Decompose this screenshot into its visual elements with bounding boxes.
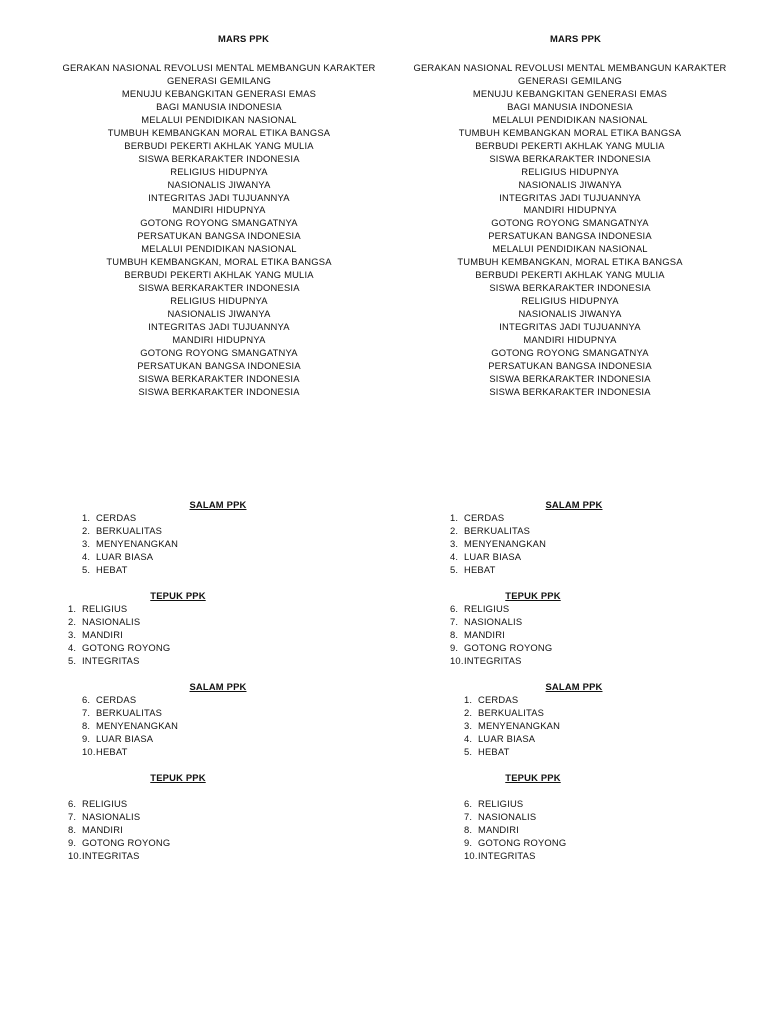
list-item	[82, 511, 178, 524]
tepuk-title: TEPUK PPK	[150, 590, 206, 601]
list-number: 5.	[450, 564, 459, 576]
lyric-line: MELALUI PENDIDIKAN NASIONAL	[141, 113, 297, 125]
list-text: NASIONALIS	[464, 616, 523, 628]
list-item	[450, 641, 552, 654]
list-text: RELIGIUS	[478, 798, 524, 809]
salam-list-right	[450, 511, 546, 576]
list-number: 4.	[464, 733, 473, 745]
list-item	[68, 823, 170, 836]
list-text: MENYENANGKAN	[96, 538, 179, 550]
list-number: 4.	[68, 642, 77, 654]
list-text: CERDAS	[96, 694, 137, 705]
lyric-line: RELIGIUS HIDUPNYA	[170, 165, 268, 177]
list-text: NASIONALIS	[478, 811, 537, 823]
list-text: RELIGIUS	[82, 603, 128, 614]
list-text: LUAR BIASA	[464, 551, 522, 563]
list-text: CERDAS	[464, 512, 505, 523]
list-text: BERKUALITAS	[478, 707, 545, 719]
list-text: LUAR BIASA	[478, 733, 536, 745]
list-text: CERDAS	[96, 512, 137, 523]
list-text: NASIONALIS	[82, 811, 141, 823]
list-number: 1.	[464, 694, 473, 705]
list-item	[68, 810, 170, 823]
lyric-line: GERAKAN NASIONAL REVOLUSI MENTAL MEMBANGUN KARAKTER	[413, 62, 727, 73]
list-number: 3.	[82, 538, 91, 550]
list-text: HEBAT	[96, 564, 128, 576]
list-item	[82, 745, 178, 758]
list-number: 2.	[82, 525, 91, 537]
mars-title-text: MARS PPK	[218, 33, 270, 44]
lyric-line: GERAKAN NASIONAL REVOLUSI MENTAL MEMBANGUN KARAKTER	[62, 62, 376, 73]
list-item	[464, 797, 566, 810]
lyric-line: BAGI MANUSIA INDONESIA	[507, 100, 633, 112]
list-item	[464, 693, 560, 706]
tepuk-title-2: TEPUK PPK	[150, 772, 206, 783]
salam-list-right-2	[464, 693, 560, 758]
list-number: 4.	[82, 551, 91, 563]
list-number: 9.	[68, 837, 77, 849]
list-text: RELIGIUS	[82, 798, 128, 809]
list-number: 5.	[464, 746, 473, 758]
list-text: MANDIRI	[464, 629, 505, 641]
list-text: GOTONG ROYONG	[464, 642, 553, 654]
lyric-line: PERSATUKAN BANGSA INDONESIA	[137, 359, 301, 371]
list-item	[82, 706, 178, 719]
list-number: 4.	[450, 551, 459, 563]
salam-list-2	[82, 693, 178, 758]
lyric-line: RELIGIUS HIDUPNYA	[521, 165, 619, 177]
list-number: 8.	[82, 720, 91, 732]
lyric-line: MANDIRI HIDUPNYA	[172, 204, 266, 216]
lyric-line: NASIONALIS JIWANYA	[167, 178, 271, 190]
lyric-line: MENUJU KEBANGKITAN GENERASI EMAS	[121, 87, 317, 99]
lyric-line: GENERASI GEMILANG	[518, 74, 622, 86]
lyric-line: SISWA BERKARAKTER INDONESIA	[138, 152, 300, 164]
list-text: RELIGIUS	[464, 603, 510, 614]
list-number: 7.	[464, 811, 473, 823]
lyric-line: GENERASI GEMILANG	[167, 74, 271, 86]
lyric-line: BERBUDI PEKERTI AKHLAK YANG MULIA	[475, 139, 665, 151]
list-item	[82, 719, 178, 732]
list-number: 5.	[68, 655, 77, 667]
lyric-line: PERSATUKAN BANGSA INDONESIA	[488, 230, 652, 242]
list-item	[82, 563, 178, 576]
list-item	[68, 849, 170, 862]
list-text: GOTONG ROYONG	[82, 837, 171, 849]
salam-title-2: SALAM PPK	[189, 681, 247, 692]
lyric-line: BAGI MANUSIA INDONESIA	[156, 100, 282, 112]
lyric-line: SISWA BERKARAKTER INDONESIA	[489, 385, 651, 397]
list-number: 8.	[68, 824, 77, 836]
list-text: CERDAS	[478, 694, 519, 705]
list-number: 2.	[464, 707, 473, 719]
lyric-line: INTEGRITAS JADI TUJUANNYA	[499, 321, 641, 333]
list-number: 1.	[450, 512, 459, 523]
list-text: GOTONG ROYONG	[478, 837, 567, 849]
lyric-line: SISWA BERKARAKTER INDONESIA	[489, 282, 651, 294]
tepuk-list-right-2	[464, 797, 566, 862]
list-item	[450, 602, 552, 615]
list-item	[464, 823, 566, 836]
list-text: MANDIRI	[478, 824, 519, 836]
tepuk-list	[68, 602, 170, 667]
list-number: 3.	[450, 538, 459, 550]
list-item	[450, 563, 546, 576]
list-item	[82, 732, 178, 745]
lyric-line: TUMBUH KEMBANGKAN, MORAL ETIKA BANGSA	[457, 256, 683, 268]
list-item	[450, 524, 546, 537]
list-item	[464, 836, 566, 849]
salam-list	[82, 511, 178, 576]
list-number: 7.	[450, 616, 459, 628]
list-number: 3.	[464, 720, 473, 732]
list-text: MENYENANGKAN	[464, 538, 547, 550]
lyric-line: BERBUDI PEKERTI AKHLAK YANG MULIA	[124, 139, 314, 151]
list-text: NASIONALIS	[82, 616, 141, 628]
lyric-line: MELALUI PENDIDIKAN NASIONAL	[141, 243, 297, 255]
lyric-line: RELIGIUS HIDUPNYA	[170, 295, 268, 307]
list-item	[82, 693, 178, 706]
list-item	[68, 836, 170, 849]
lyric-line: MANDIRI HIDUPNYA	[172, 334, 266, 346]
list-text: MENYENANGKAN	[478, 720, 561, 732]
list-item	[68, 628, 170, 641]
list-item	[464, 732, 560, 745]
list-text: INTEGRITAS	[464, 655, 522, 667]
mars-title-right-text: MARS PPK	[550, 33, 602, 44]
tepuk-title-right: TEPUK PPK	[505, 590, 561, 601]
lyric-line: MANDIRI HIDUPNYA	[523, 334, 617, 346]
lyric-line: INTEGRITAS JADI TUJUANNYA	[499, 191, 641, 203]
list-text: HEBAT	[464, 564, 496, 576]
tepuk-list-2	[68, 797, 170, 862]
lyric-line: PERSATUKAN BANGSA INDONESIA	[137, 230, 301, 242]
list-item	[450, 654, 552, 667]
list-text: BERKUALITAS	[96, 707, 163, 719]
mars-lyrics	[27, 62, 411, 399]
list-text: MENYENANGKAN	[96, 720, 179, 732]
lyric-line: NASIONALIS JIWANYA	[518, 178, 622, 190]
list-number: 9.	[450, 642, 459, 654]
list-number: 6.	[464, 798, 473, 809]
salam-title: SALAM PPK	[189, 499, 247, 510]
list-number: 2.	[450, 525, 459, 537]
lyric-line: BERBUDI PEKERTI AKHLAK YANG MULIA	[475, 269, 665, 281]
list-text: HEBAT	[478, 746, 510, 758]
list-number: 6.	[68, 798, 77, 809]
list-number: 9.	[464, 837, 473, 849]
list-number: 7.	[68, 811, 77, 823]
list-item	[68, 797, 170, 810]
tepuk-list-right	[450, 602, 552, 667]
lyric-line: TUMBUH KEMBANGKAN MORAL ETIKA BANGSA	[458, 126, 682, 138]
list-number: 10.	[464, 850, 478, 862]
list-item	[68, 615, 170, 628]
lyric-line: GOTONG ROYONG SMANGATNYA	[491, 217, 649, 229]
lyric-line: INTEGRITAS JADI TUJUANNYA	[148, 191, 290, 203]
lyric-line: RELIGIUS HIDUPNYA	[521, 295, 619, 307]
list-item	[68, 602, 170, 615]
list-item	[464, 706, 560, 719]
list-number: 8.	[464, 824, 473, 836]
list-number: 8.	[450, 629, 459, 641]
lyric-line: SISWA BERKARAKTER INDONESIA	[489, 152, 651, 164]
right-column	[384, 0, 768, 1024]
list-item	[450, 537, 546, 550]
list-number: 7.	[82, 707, 91, 719]
lyric-line: SISWA BERKARAKTER INDONESIA	[138, 372, 300, 384]
mars-lyrics-right	[378, 62, 762, 399]
lyric-line: SISWA BERKARAKTER INDONESIA	[138, 282, 300, 294]
list-text: BERKUALITAS	[464, 525, 531, 537]
salam-title-right: SALAM PPK	[545, 499, 603, 510]
list-text: INTEGRITAS	[82, 655, 140, 667]
list-number: 1.	[68, 603, 77, 614]
lyric-line: MELALUI PENDIDIKAN NASIONAL	[492, 243, 648, 255]
list-item	[450, 550, 546, 563]
lyric-line: GOTONG ROYONG SMANGATNYA	[491, 346, 649, 358]
lyric-line: INTEGRITAS JADI TUJUANNYA	[148, 321, 290, 333]
lyric-line: NASIONALIS JIWANYA	[167, 308, 271, 320]
lyric-line: NASIONALIS JIWANYA	[518, 308, 622, 320]
list-text: HEBAT	[96, 746, 128, 758]
list-text: MANDIRI	[82, 629, 123, 641]
lyric-line: SISWA BERKARAKTER INDONESIA	[138, 385, 300, 397]
list-item	[464, 849, 566, 862]
list-text: LUAR BIASA	[96, 733, 154, 745]
list-number: 5.	[82, 564, 91, 576]
tepuk-title-right-2: TEPUK PPK	[505, 772, 561, 783]
list-item	[464, 810, 566, 823]
lyric-line: SISWA BERKARAKTER INDONESIA	[489, 372, 651, 384]
list-text: INTEGRITAS	[82, 850, 140, 862]
list-item	[450, 628, 552, 641]
list-number: 10.	[82, 746, 96, 758]
list-number: 1.	[82, 512, 91, 523]
list-item	[464, 719, 560, 732]
list-number: 10.	[68, 850, 82, 862]
lyric-line: MENUJU KEBANGKITAN GENERASI EMAS	[472, 87, 668, 99]
lyric-line: GOTONG ROYONG SMANGATNYA	[140, 217, 298, 229]
list-number: 3.	[68, 629, 77, 641]
list-text: MANDIRI	[82, 824, 123, 836]
list-item	[68, 641, 170, 654]
list-number: 2.	[68, 616, 77, 628]
list-text: GOTONG ROYONG	[82, 642, 171, 654]
list-item	[82, 537, 178, 550]
list-item	[82, 550, 178, 563]
lyric-line: PERSATUKAN BANGSA INDONESIA	[488, 359, 652, 371]
list-item	[450, 615, 552, 628]
list-number: 9.	[82, 733, 91, 745]
lyric-line: MANDIRI HIDUPNYA	[523, 204, 617, 216]
lyric-line: BERBUDI PEKERTI AKHLAK YANG MULIA	[124, 269, 314, 281]
list-number: 6.	[82, 694, 91, 705]
list-item	[82, 524, 178, 537]
list-item	[68, 654, 170, 667]
list-text: INTEGRITAS	[478, 850, 536, 862]
lyric-line: MELALUI PENDIDIKAN NASIONAL	[492, 113, 648, 125]
lyric-line: TUMBUH KEMBANGKAN, MORAL ETIKA BANGSA	[106, 256, 332, 268]
list-item	[464, 745, 560, 758]
list-number: 10.	[450, 655, 464, 667]
list-text: BERKUALITAS	[96, 525, 163, 537]
lyric-line: TUMBUH KEMBANGKAN MORAL ETIKA BANGSA	[107, 126, 331, 138]
list-number: 6.	[450, 603, 459, 614]
salam-title-right-2: SALAM PPK	[545, 681, 603, 692]
list-item	[450, 511, 546, 524]
lyric-line: GOTONG ROYONG SMANGATNYA	[140, 346, 298, 358]
list-text: LUAR BIASA	[96, 551, 154, 563]
